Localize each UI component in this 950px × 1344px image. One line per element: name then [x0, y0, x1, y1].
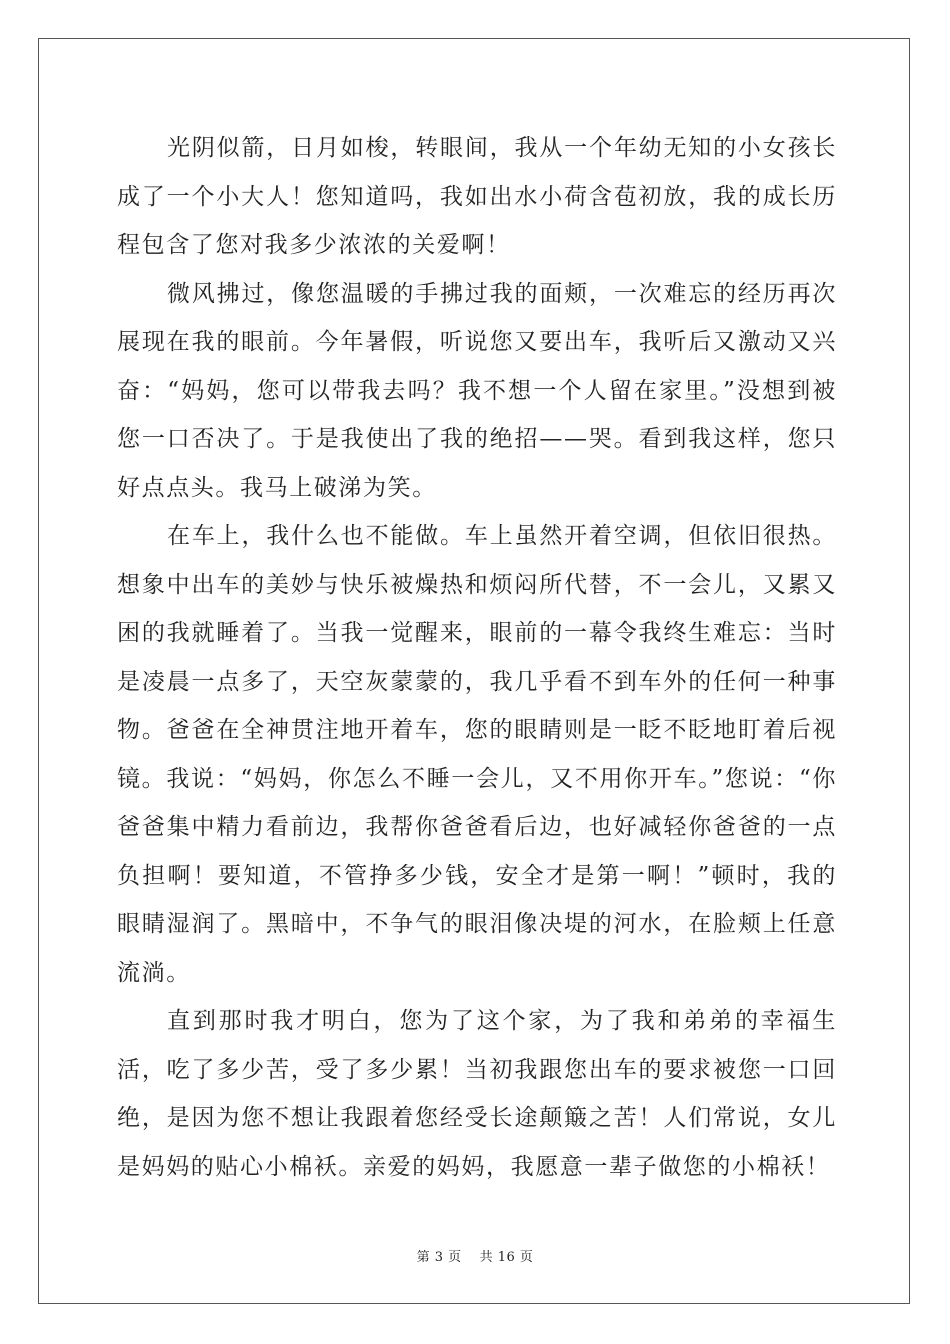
page-footer [0, 1246, 950, 1265]
paragraph-4: 直到那时我才明白，您为了这个家，为了我和弟弟的幸福生活，吃了多少苦，受了多少累！当初我跟您出车的要求被您一口回绝，是因为您不想让我跟着您经受长途颠簸之苦！人们常说，女儿是妈妈的贴心小棉袄。亲爱的妈妈，我愿意一辈子做您的小棉袄！ [117, 1008, 837, 1180]
total-pages: 共 16 页 [479, 1250, 534, 1265]
paragraph-1: 光阴似箭，日月如梭，转眼间，我从一个年幼无知的小女孩长成了一个小大人！您知道吗，我如出水小荷含苞初放，我的成长历程包含了您对我多少浓浓的关爱啊！ [117, 135, 837, 258]
document-body [117, 124, 837, 1191]
paragraph-2: 微风拂过，像您温暖的手拂过我的面颊，一次难忘的经历再次展现在我的眼前。今年暑假，听说您又要出车，我听后又激动又兴奋：“妈妈，您可以带我去吗？我不想一个人留在家里。”没想到被您一口否决了。于是我使出了我的绝招——哭。看到我这样，您只好点点头。我马上破涕为笑。 [117, 280, 837, 501]
paragraph-3: 在车上，我什么也不能做。车上虽然开着空调，但依旧很热。想象中出车的美妙与快乐被燥热和烦闷所代替，不一会儿，又累又困的我就睡着了。当我一觉醒来，眼前的一幕令我终生难忘：当时是凌晨一点多了，天空灰蒙蒙的，我几乎看不到车外的任何一种事物。爸爸在全神贯注地开着车，您的眼睛则是一眨不眨地盯着后视镜。我说：“妈妈，你怎么不睡一会儿，又不用你开车。”您说：“你爸爸集中精力看前边，我帮你爸爸看后边，也好减轻你爸爸的一点负担啊！要知道，不管挣多少钱，安全才是第一啊！”顿时，我的眼睛湿润了。黑暗中，不争气的眼泪像决堤的河水，在脸颊上任意流淌。 [117, 523, 837, 986]
page-number: 第 3 页 [416, 1250, 462, 1265]
